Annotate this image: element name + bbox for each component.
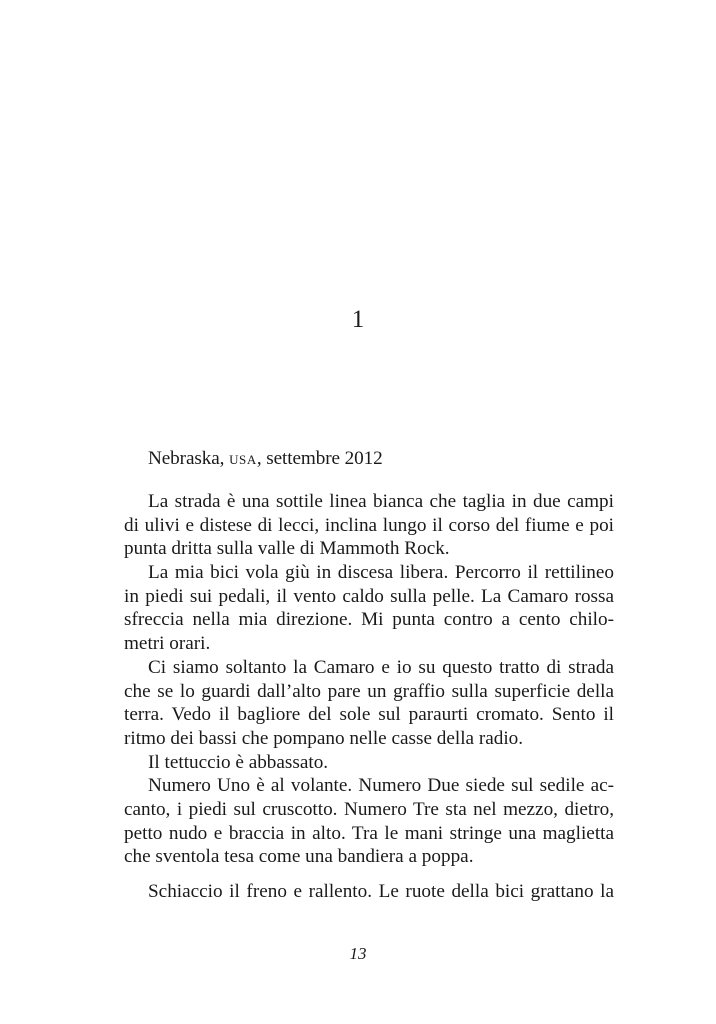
text-line: sfreccia nella mia direzione. Mi punta contro a cento chilo- xyxy=(124,609,614,631)
text-line: Il tettuccio è abbassato. xyxy=(148,751,329,773)
text-line: Ci siamo soltanto la Camaro e io su questo tratto di strada xyxy=(148,656,614,678)
text-line: che se lo guardi dall’alto pare un graffio sulla superficie della xyxy=(124,680,614,702)
text-line: che sventola tesa come una bandiera a poppa. xyxy=(124,846,474,868)
text-line: punta dritta sulla valle di Mammoth Rock. xyxy=(124,538,450,560)
text-line: ritmo dei bassi che pompano nelle casse della radio. xyxy=(124,727,524,749)
text-line: di ulivi e distese di lecci, inclina lungo il corso del fiume e poi xyxy=(124,514,614,536)
text-line: La strada è una sottile linea bianca che taglia in due campi xyxy=(148,491,614,512)
text-line: petto nudo e braccia in alto. Tra le mani stringe una maglietta xyxy=(124,822,614,844)
text-line: metri orari. xyxy=(124,633,211,655)
text-line: Schiaccio il freno e rallento. Le ruote della bici grattano la xyxy=(148,881,614,902)
body-text-continued xyxy=(124,880,614,904)
text-line: canto, i piedi sul cruscotto. Numero Tre sta nel mezzo, dietro, xyxy=(124,798,614,820)
text-line: La mia bici vola giù in discesa libera. Percorro il rettilineo xyxy=(148,562,614,584)
dateline xyxy=(124,446,638,472)
text-line: in piedi sui pedali, il vento caldo sulla pelle. La Camaro rossa xyxy=(124,585,614,607)
dateline-country: usa xyxy=(229,448,257,469)
text-line: terra. Vedo il bagliore del sole sul paraurti cromato. Sento il xyxy=(124,704,614,726)
dateline-date: , settembre 2012 xyxy=(256,448,383,469)
text-line: Numero Uno è al volante. Numero Due siede sul sedile ac- xyxy=(148,775,614,797)
page-number: 13 xyxy=(349,944,367,963)
body-text xyxy=(124,490,614,869)
dateline-place: Nebraska, xyxy=(148,448,225,469)
chapter-number: 1 xyxy=(351,306,365,333)
